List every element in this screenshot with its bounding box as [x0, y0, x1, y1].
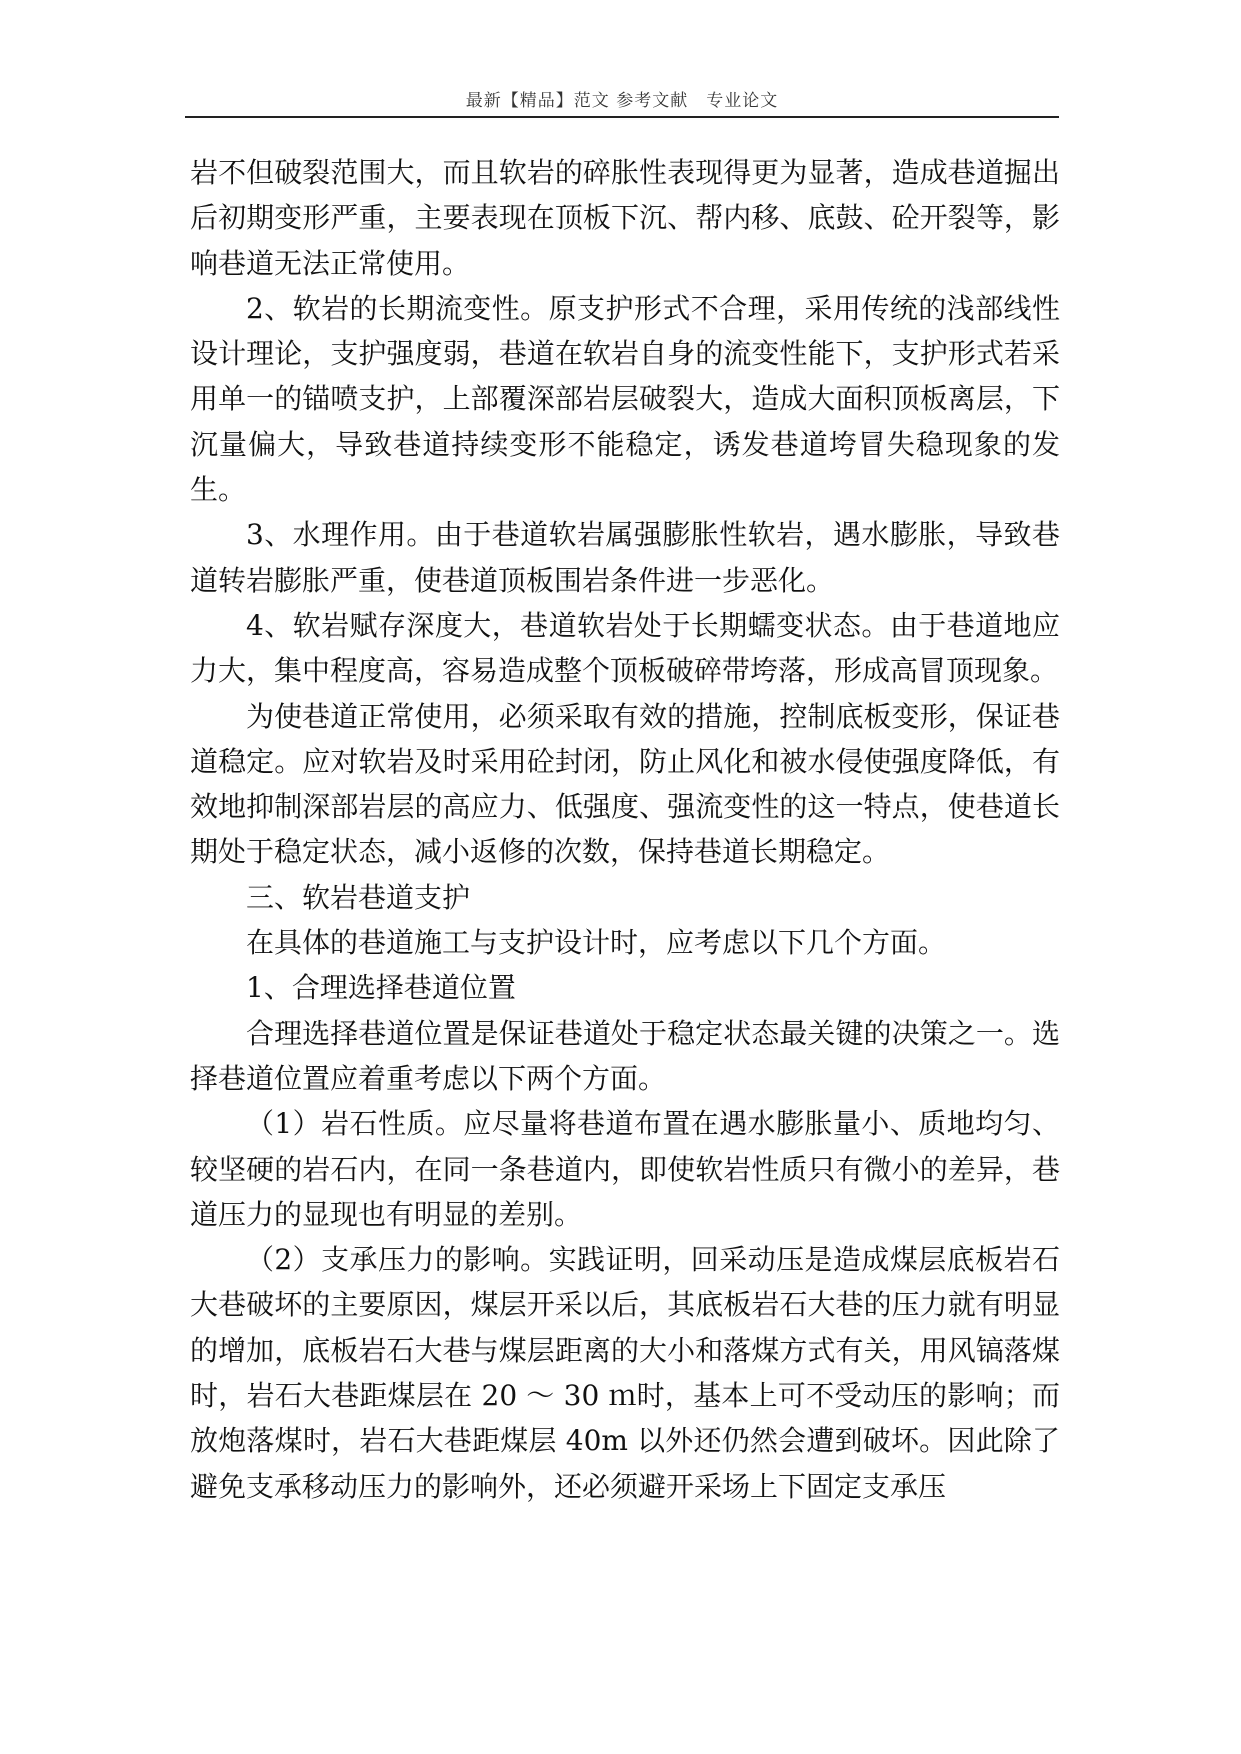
- page-header: 最新【精品】范文 参考文献 专业论文: [465, 91, 779, 111]
- document-body: [190, 150, 1060, 1509]
- body-paragraph: （2）支承压力的影响。实践证明，回采动压是造成煤层底板岩石大巷破坏的主要原因，煤层开采以后，其底板岩石大巷的压力就有明显的增加，底板岩石大巷与煤层距离的大小和落煤方式有关，用风镐落煤时，岩石大巷距煤层在 20 ～ 30 ｍ时，基本上可不受动压的影响；而放炮落煤时，岩石大巷距煤层 40m 以外还仍然会遭到破坏。因此除了避免支承移动压力的影响外，还必须避开采场上下固定支承压: [190, 1243, 1060, 1503]
- body-paragraph: 4、软岩赋存深度大，巷道软岩处于长期蠕变状态。由于巷道地应力大，集中程度高，容易造成整个顶板破碎带垮落，形成高冒顶现象。: [190, 608, 1060, 688]
- section-heading: 三、软岩巷道支护: [246, 880, 471, 914]
- body-paragraph: 2、软岩的长期流变性。原支护形式不合理，采用传统的浅部线性设计理论，支护强度弱，巷道在软岩自身的流变性能下，支护形式若采用单一的锚喷支护，上部覆深部岩层破裂大，造成大面积顶板离层，下沉量偏大，导致巷道持续变形不能稳定，诱发巷道垮冒失稳现象的发生。: [190, 291, 1060, 507]
- subsection-heading: 1、合理选择巷道位置: [246, 971, 516, 1005]
- body-paragraph: 为使巷道正常使用，必须采取有效的措施，控制底板变形，保证巷道稳定。应对软岩及时采用砼封闭，防止风化和被水侵使强度降低，有效地抑制深部岩层的高应力、低强度、强流变性的这一特点，使巷道长期处于稳定状态，减小返修的次数，保持巷道长期稳定。: [190, 699, 1060, 869]
- body-paragraph: （1）岩石性质。应尽量将巷道布置在遇水膨胀量小、质地均匀、较坚硬的岩石内，在同一条巷道内，即使软岩性质只有微小的差异，巷道压力的显现也有明显的差别。: [190, 1107, 1060, 1231]
- body-paragraph: 合理选择巷道位置是保证巷道处于稳定状态最关键的决策之一。选择巷道位置应着重考虑以下两个方面。: [190, 1016, 1060, 1095]
- body-paragraph: 岩不但破裂范围大，而且软岩的碎胀性表现得更为显著，造成巷道掘出后初期变形严重，主要表现在顶板下沉、帮内移、底鼓、砼开裂等，影响巷道无法正常使用。: [190, 156, 1060, 280]
- body-paragraph: 在具体的巷道施工与支护设计时，应考虑以下几个方面。: [246, 926, 947, 960]
- body-paragraph: 3、水理作用。由于巷道软岩属强膨胀性软岩，遇水膨胀，导致巷道转岩膨胀严重，使巷道顶板围岩条件进一步恶化。: [190, 518, 1060, 597]
- header-divider: [185, 116, 1059, 118]
